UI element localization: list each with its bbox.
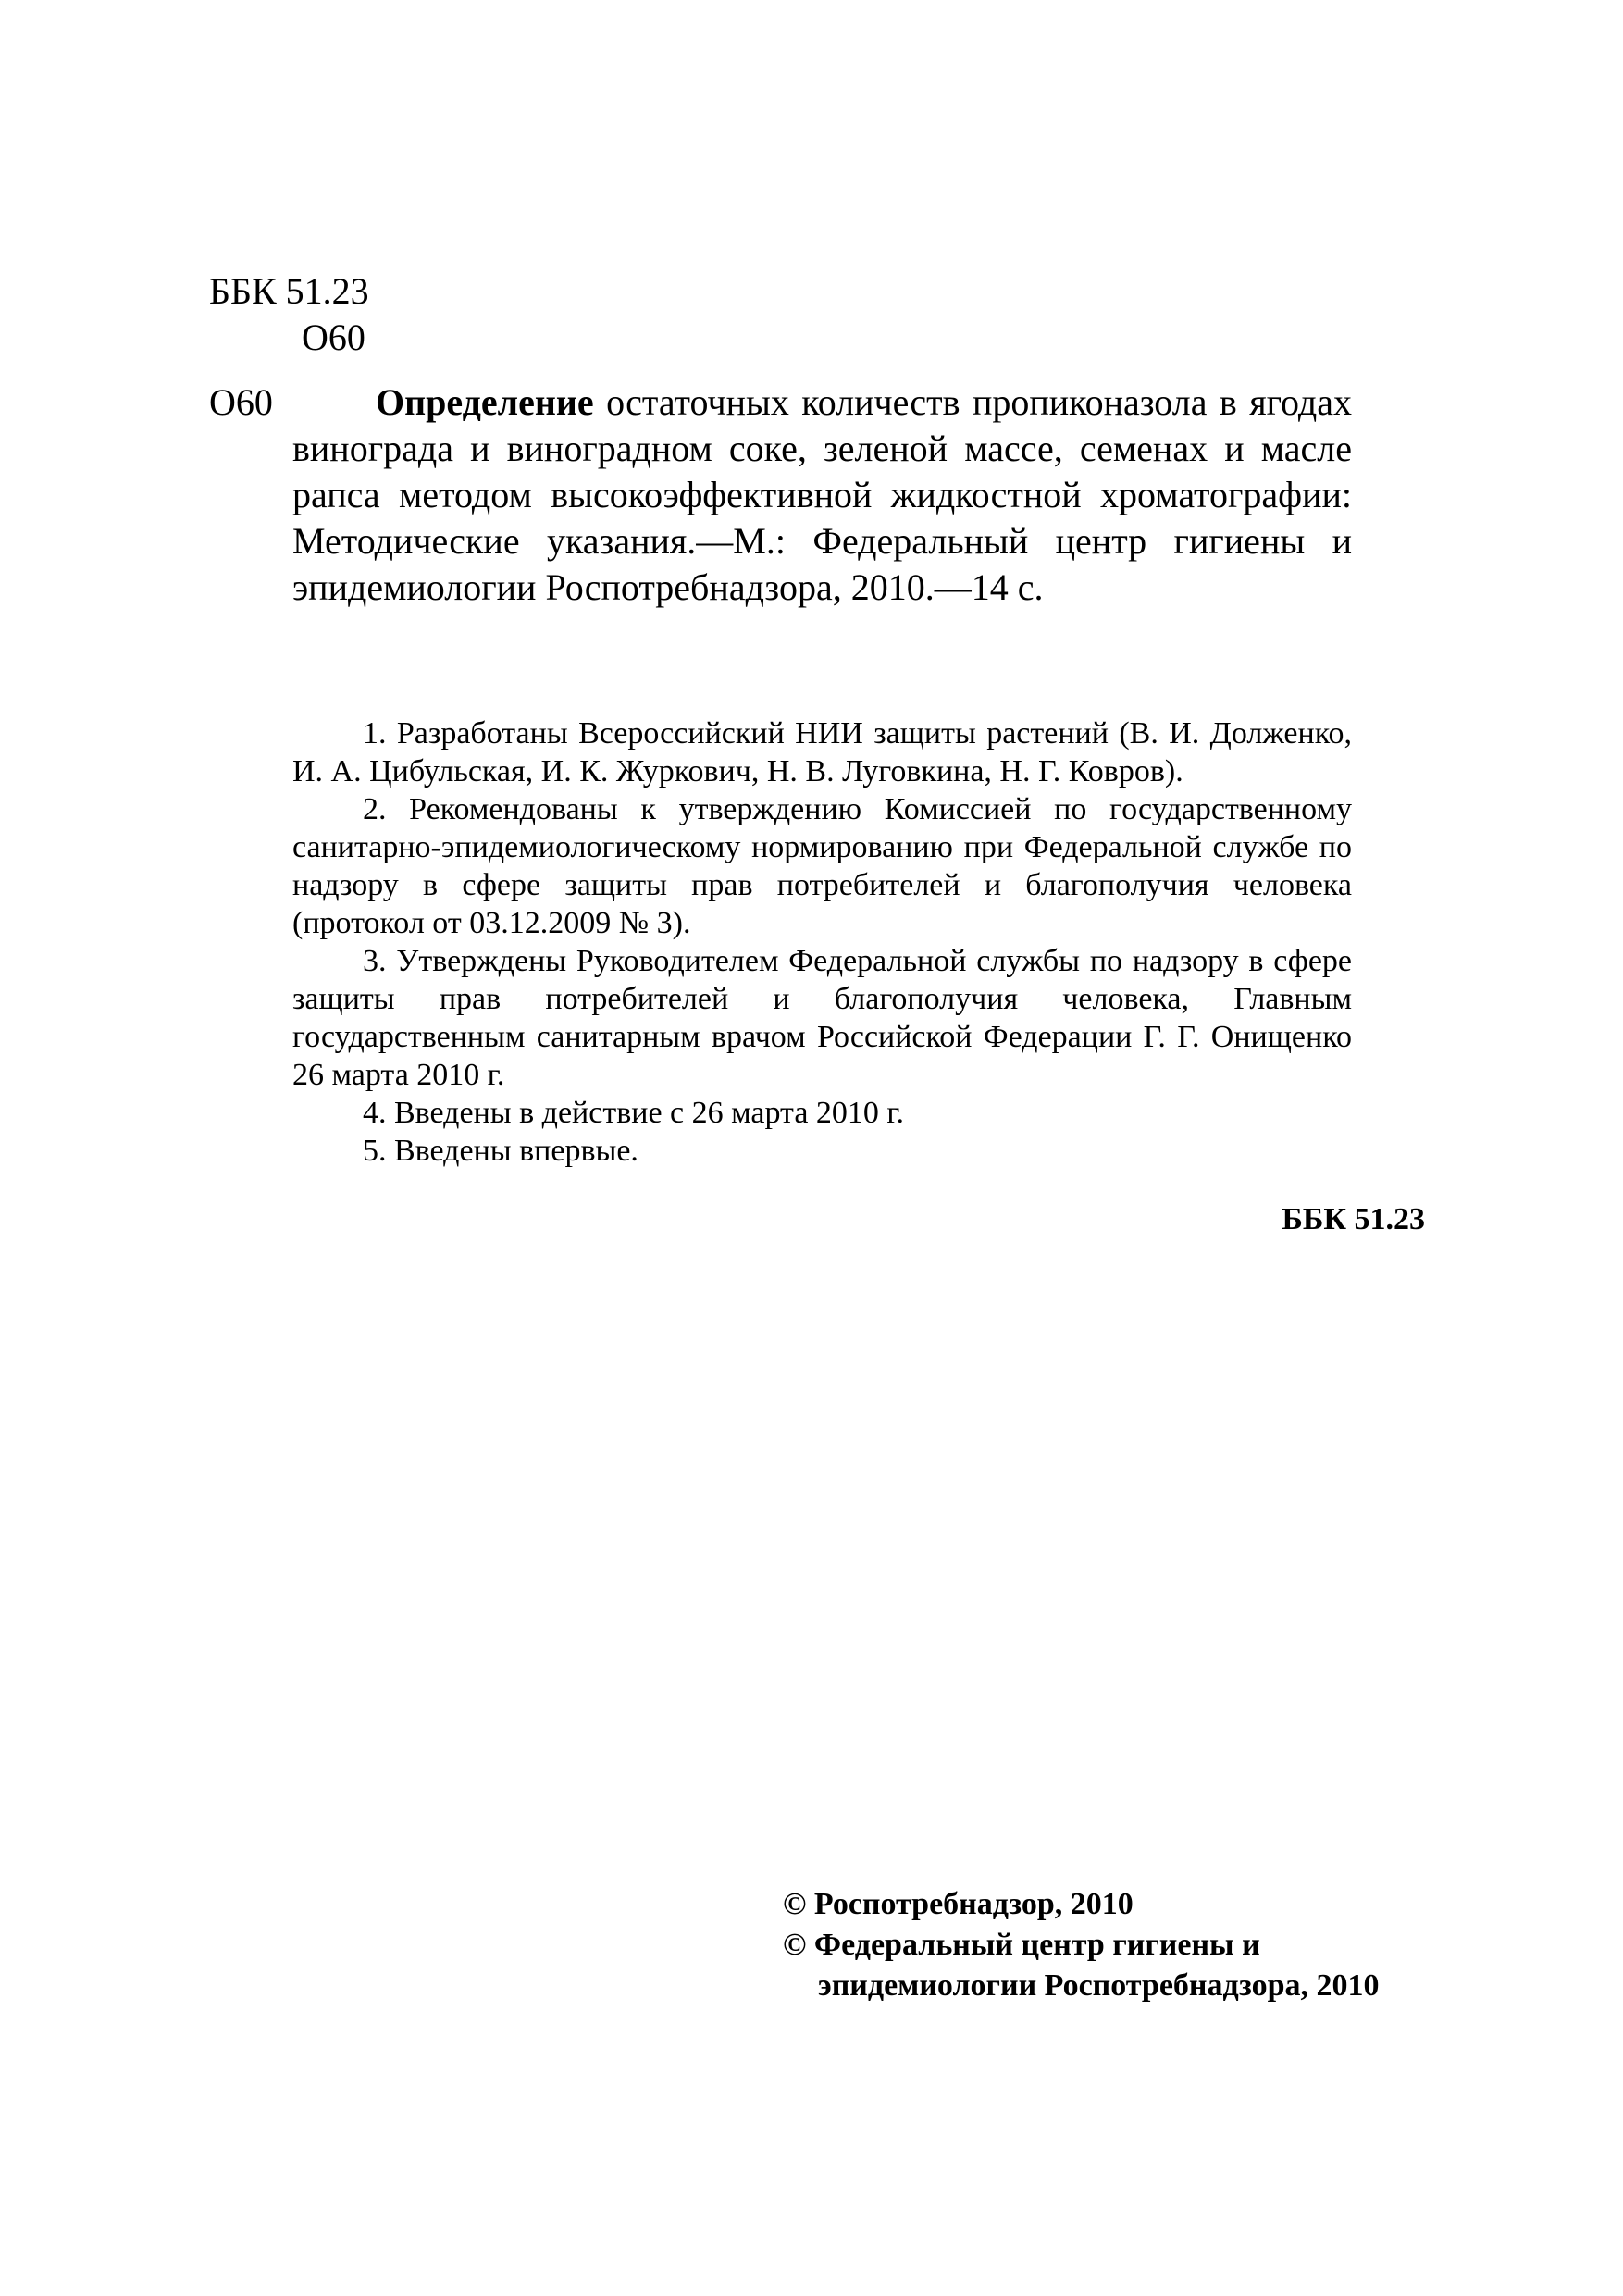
bbk-code-bottom: ББК 51.23: [1282, 1202, 1425, 1236]
info-item-first-time: 5. Введены впервые.: [363, 1134, 638, 1168]
entry-title-rest: остаточных количеств пропиконазола в ягодах винограда и виноградном соке, зеленой массе, семенах и масле рапса методом высокоэффективной жидкостной хроматографии: Методические указания.—М.: Федеральный центр гигиены и эпидемиологии Роспотребнадзора, 2010.—14 с.: [292, 381, 1352, 608]
entry-description: [292, 379, 1352, 611]
copyright-line-center-cont: эпидемиологии Роспотребнадзора, 2010: [818, 1968, 1380, 2003]
entry-author-sign: О60: [209, 381, 273, 423]
bibliographic-entry: [209, 379, 1352, 611]
info-item-developed: 1. Разработаны Всероссийский НИИ защиты растений (В. И. Долженко, И. А. Цибульская, И. К. Журкович, Н. В. Луговкина, Н. Г. Ковров).: [292, 716, 1352, 788]
info-item-approved: 3. Утверждены Руководителем Федеральной службы по надзору в сфере защиты прав потребителей и благополучия человека, Главным государственным санитарным врачом Российской Федерации Г. Г. Онищенко 26 марта 2010 г.: [292, 944, 1352, 1092]
bbk-header: [209, 268, 369, 361]
copyright-block: [783, 1884, 1380, 2006]
info-item-effective: 4. Введены в действие с 26 марта 2010 г.: [363, 1096, 905, 1130]
info-item-recommended: 2. Рекомендованы к утверждению Комиссией по государственному санитарно-эпидемиологическому нормированию при Федеральной службе по надзору в сфере защиты прав потребителей и благополучия человека (протокол от 03.12.2009 № 3).: [292, 792, 1352, 940]
author-sign: О60: [302, 316, 365, 358]
copyright-line-rospotrebnadzor: © Роспотребнадзор, 2010: [783, 1887, 1134, 1921]
entry-title-bold: Определение: [376, 381, 594, 423]
publication-info: [292, 714, 1352, 1170]
copyright-line-center: © Федеральный центр гигиены и: [783, 1928, 1260, 1962]
bbk-code: ББК 51.23: [209, 270, 369, 312]
